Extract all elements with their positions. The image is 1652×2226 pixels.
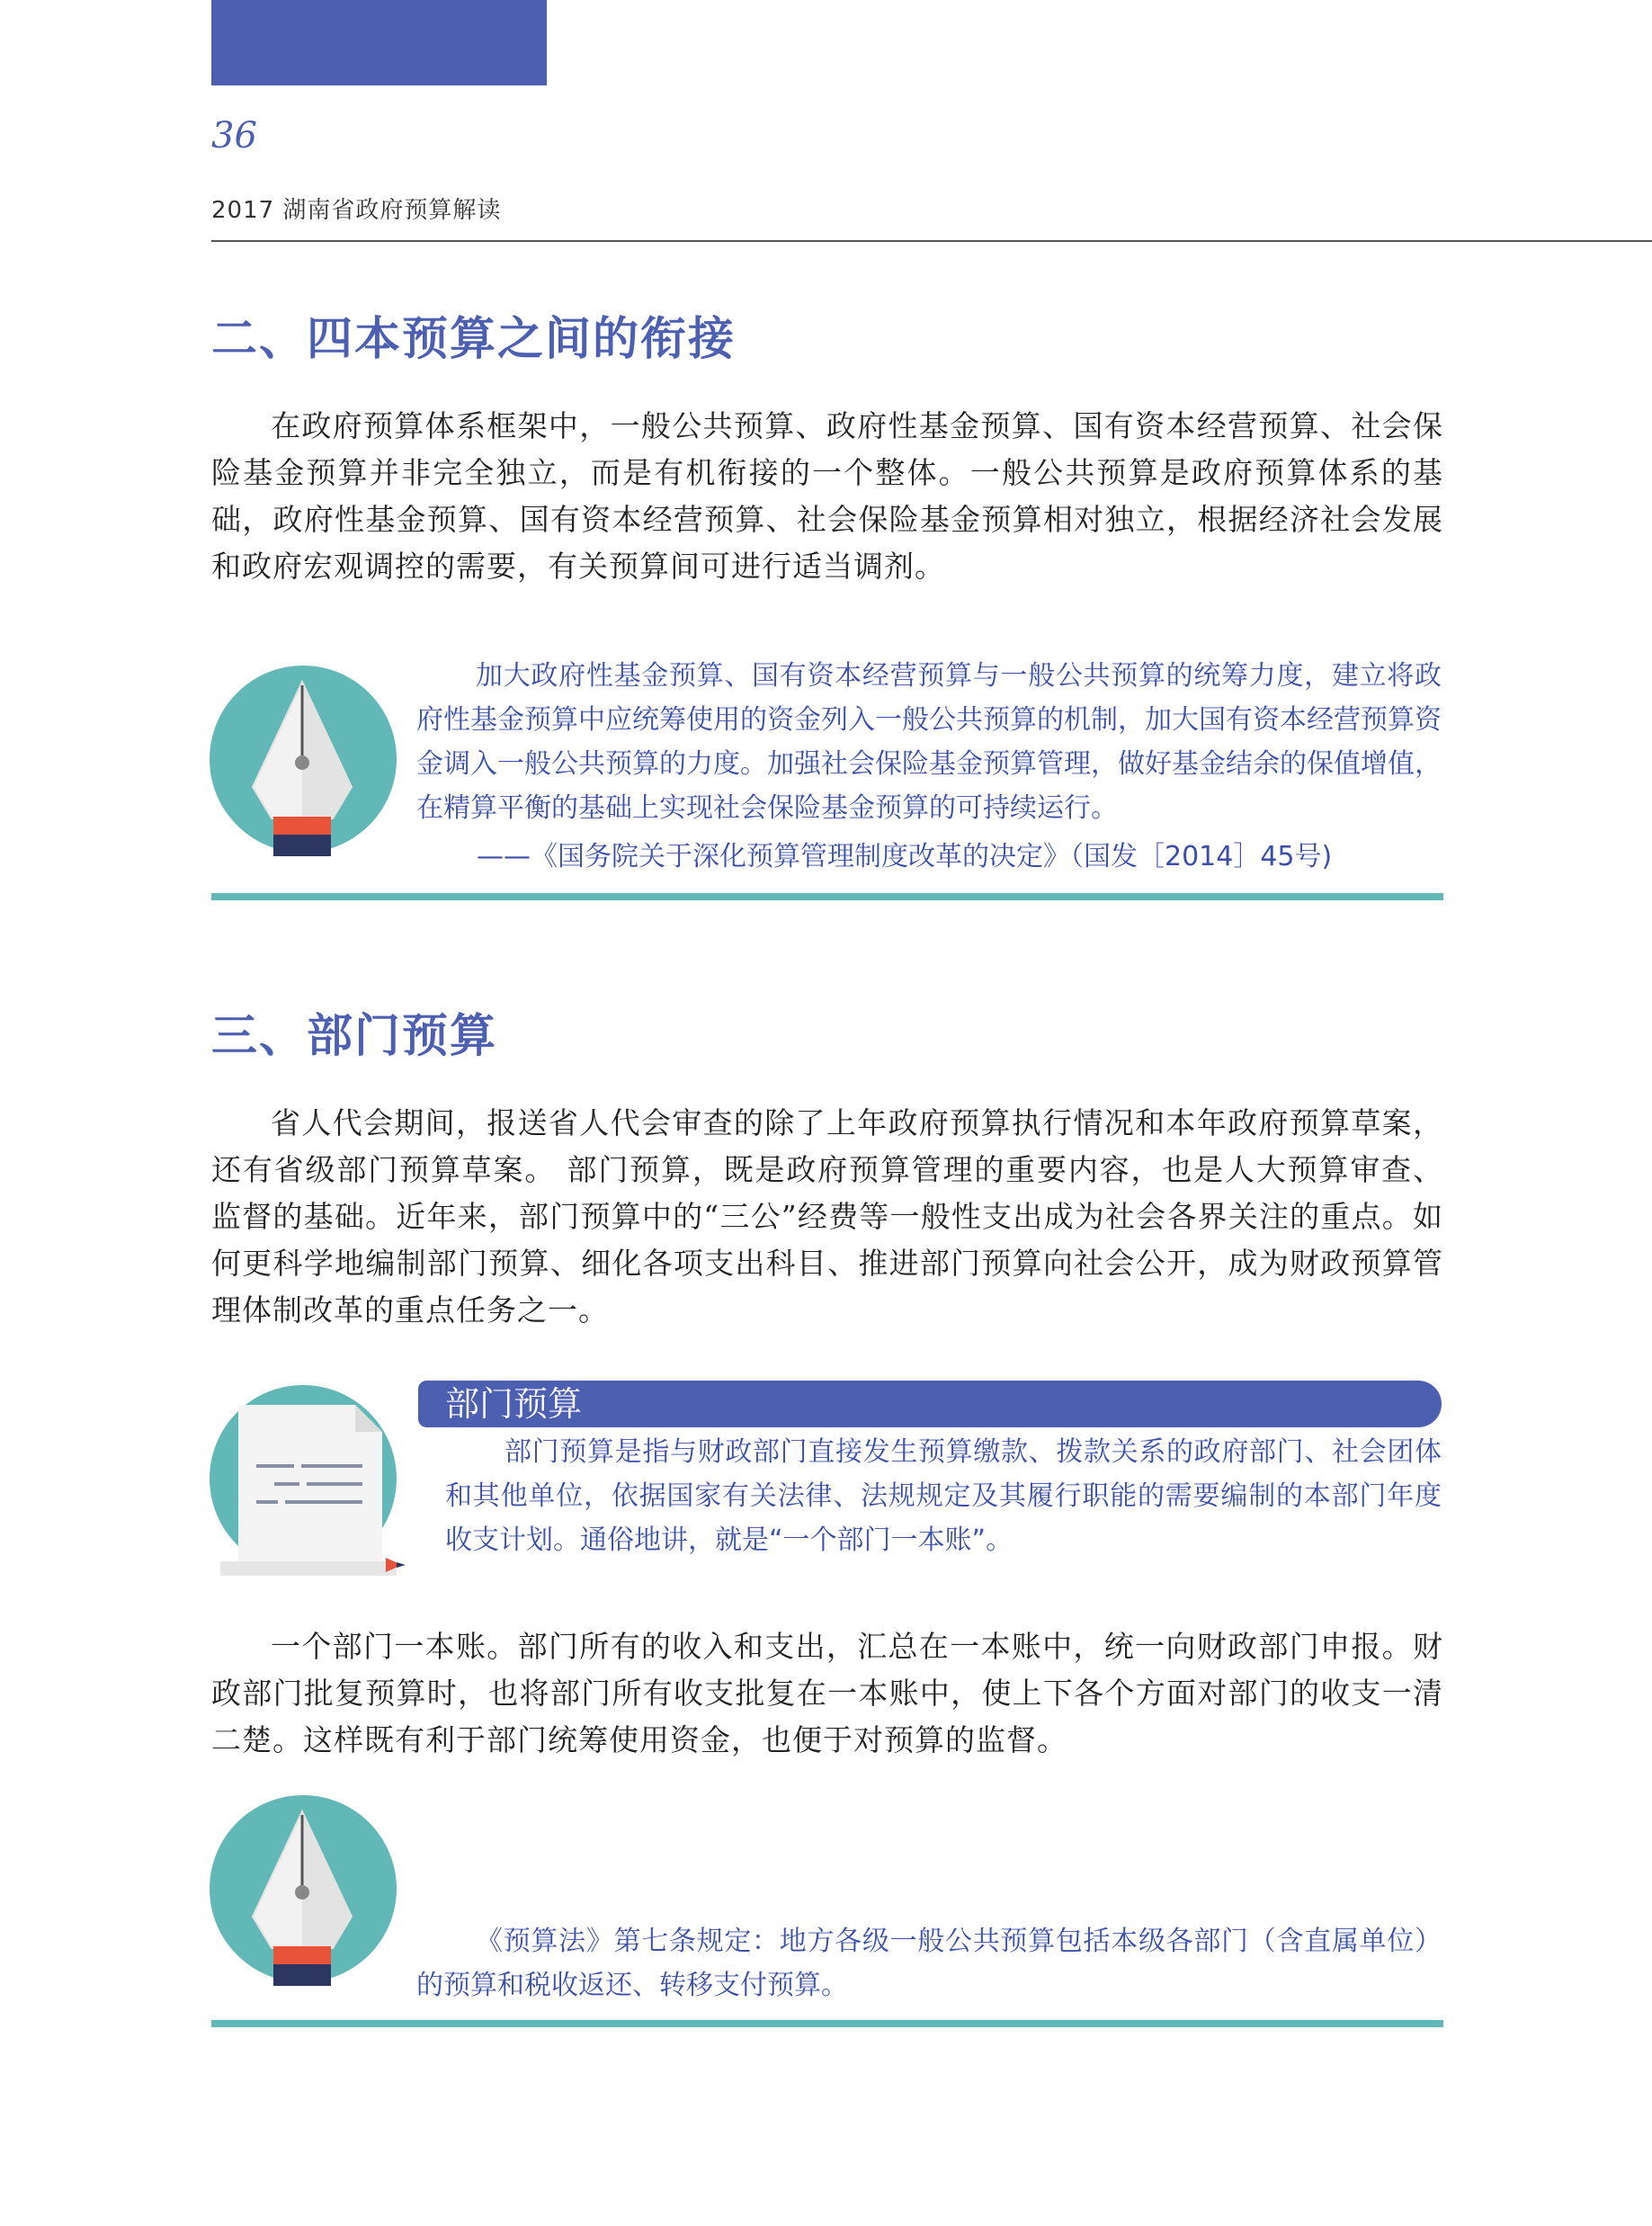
fountain-pen-nib-icon: [210, 666, 398, 881]
pen-nib-callout-icon: [210, 666, 398, 881]
section-title-3: 三、部门预算: [211, 1010, 498, 1063]
page-number: 36: [211, 115, 257, 156]
document-pencil-icon: [210, 1385, 416, 1583]
document-callout-icon: [210, 1385, 416, 1583]
definition-label: 部门预算: [445, 1384, 583, 1424]
callout-quote-source: ——《国务院关于深化预算管理制度改革的决定》（国发［2014］45号): [477, 841, 1333, 872]
top-color-bar: [211, 0, 547, 85]
callout-divider: [211, 893, 1443, 900]
running-header: 2017 湖南省政府预算解读: [211, 197, 502, 224]
callout-quote-text: 加大政府性基金预算、国有资本经营预算与一般公共预算的统筹力度，建立将政府性基金预算中应统筹使用的资金列入一般公共预算的机制，加大国有资本经营预算资金调入一般公共预算的力度。加强社会保险基金预算管理，做好基金结余的保值增值，在精算平衡的基础上实现社会保险基金预算的可持续运行。: [416, 660, 1442, 824]
header-rule: [211, 240, 1652, 242]
budget-law-quote: 《预算法》第七条规定：地方各级一般公共预算包括本级各部门（含直属单位）的预算和税收返还、转移支付预算。: [416, 1926, 1442, 2001]
section-3-paragraph-2: 一个部门一本账。部门所有的收入和支出，汇总在一本账中，统一向财政部门申报。财政部门批复预算时，也将部门所有收支批复在一本账中，使上下各个方面对部门的收支一清二楚。这样既有利于部门统筹使用资金，也便于对预算的监督。: [211, 1629, 1443, 1757]
pen-nib-callout-icon-2: [210, 1795, 398, 2011]
section-title-2: 二、四本预算之间的衔接: [211, 313, 737, 366]
callout-divider-2: [211, 2020, 1443, 2027]
fountain-pen-nib-icon-2: [210, 1795, 398, 2011]
section-2-paragraph: 在政府预算体系框架中，一般公共预算、政府性基金预算、国有资本经营预算、社会保险基金预算并非完全独立，而是有机衔接的一个整体。一般公共预算是政府预算体系的基础，政府性基金预算、国有资本经营预算、社会保险基金预算相对独立，根据经济社会发展和政府宏观调控的需要，有关预算间可进行适当调剂。: [211, 408, 1443, 584]
section-3-paragraph-1: 省人代会期间，报送省人代会审查的除了上年政府预算执行情况和本年政府预算草案，还有省级部门预算草案。 部门预算，既是政府预算管理的重要内容，也是人大预算审查、监督的基础。近年来，部门预算中的“三公”经费等一般性支出成为社会各界关注的重点。如何更科学地编制部门预算、细化各项支出科目、推进部门预算向社会公开，成为财政预算管理体制改革的重点任务之一。: [211, 1105, 1443, 1328]
definition-text: 部门预算是指与财政部门直接发生预算缴款、拨款关系的政府部门、社会团体和其他单位，依据国家有关法律、法规规定及其履行职能的需要编制的本部门年度收支计划。通俗地讲，就是“一个部门一本账”。: [445, 1436, 1442, 1556]
